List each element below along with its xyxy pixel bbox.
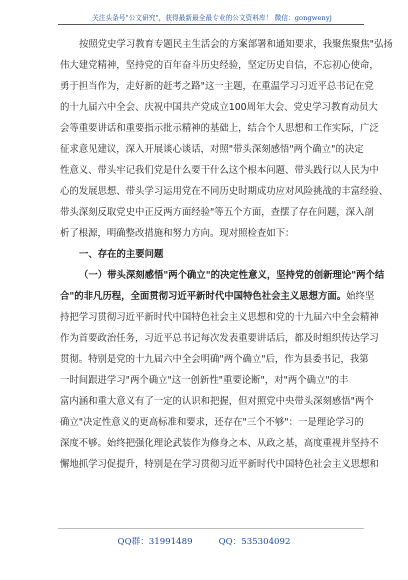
body-line: 深度不够。始终把强化理论武装作为修身之本、从政之基，高度重视并坚持不 bbox=[60, 438, 379, 449]
body-line: 会等重要讲话和重要指示批示精神的基础上，结合个人思想和工作实际，广泛 bbox=[60, 123, 379, 134]
body-line: 懈地抓学习促提升，特别是在学习贯彻习近平新时代中国特色社会主义思想和 bbox=[60, 459, 379, 470]
header-banner: 关注头条号"公文研究"，获得最新最全最专业的公文资料库！ 微信：gongwenyj bbox=[92, 14, 332, 22]
body-line: 贯彻。特别是党的十九届六中全会明确"两个确立"后，作为县委书记，我第 bbox=[60, 354, 369, 365]
body-line: 的十九届六中全会、庆祝中国共产党成立100周年大会、党史学习教育动员大 bbox=[60, 102, 378, 113]
item-heading: （一）带头深刻感悟"两个确立"的决定性意义，坚持党的创新理论"两个结 bbox=[79, 270, 385, 281]
body-line: 带头深刻反取党史中正反两方面经验"等五个方面，查摆了存在问题，深入剖 bbox=[60, 207, 374, 218]
body-line: 勇于担当作为，走好新的赶考之路"这一主题，在重温学习习近平总书记在党 bbox=[60, 81, 374, 92]
body-line: 性意义、带头牢记我们党是什么要干什么这个根本问题、带头践行以人民为中 bbox=[60, 165, 379, 176]
body-line: 伟大建党精神，坚持党的百年奋斗历史经验，坚定历史自信，不忘初心使命， bbox=[60, 60, 379, 71]
item-heading-continuation: 合"的非凡历程，全面贯彻习近平新时代中国特色社会主义思想方面。 bbox=[60, 291, 347, 302]
section-heading: 一、存在的主要问题 bbox=[79, 249, 164, 260]
footer-qq-group: QQ群：31991489 bbox=[117, 537, 193, 547]
body-line: 作为首要政治任务，习近平总书记每次发表重要讲话后，都及时组织传达学习 bbox=[60, 333, 379, 344]
footer-qq: QQ：535304092 bbox=[218, 537, 291, 547]
body-line: 心的发展思想、带头学习运用党在不同历史时期成功应对风险挑战的丰富经验、 bbox=[60, 186, 389, 197]
body-line bbox=[60, 286, 375, 307]
body-line: 富内涵和重大意义有了一定的认识和把握，但对照党中央带头深刻感悟"两个 bbox=[60, 396, 374, 407]
body-line: 一时间跟进学习"两个确立"这一创新性"重要论断"，对"两个确立"的丰 bbox=[60, 375, 349, 386]
header-divider bbox=[58, 24, 364, 25]
document-body bbox=[60, 34, 393, 475]
body-line: 确立"决定性意义的更高标准和要求，还存在"三个不够"：一是理论学习的 bbox=[60, 417, 364, 428]
body-line: 征求意见建议，深入开展谈心谈话，对照"带头深刻感悟"两个确立"的决定 bbox=[60, 144, 364, 155]
footer-divider bbox=[58, 528, 364, 529]
footer-contact bbox=[0, 535, 408, 547]
body-line: 析了根源，明确整改措施和努力方向。现对照检查如下： bbox=[60, 228, 295, 239]
body-line: 持把学习贯彻习近平新时代中国特色社会主义思想和党的十九届六中全会精神 bbox=[60, 312, 379, 323]
body-line: 按照党史学习教育专题民主生活会的方案部署和通知要求，我聚焦聚焦"弘扬 bbox=[79, 39, 393, 50]
body-text: 始终坚 bbox=[346, 291, 375, 302]
